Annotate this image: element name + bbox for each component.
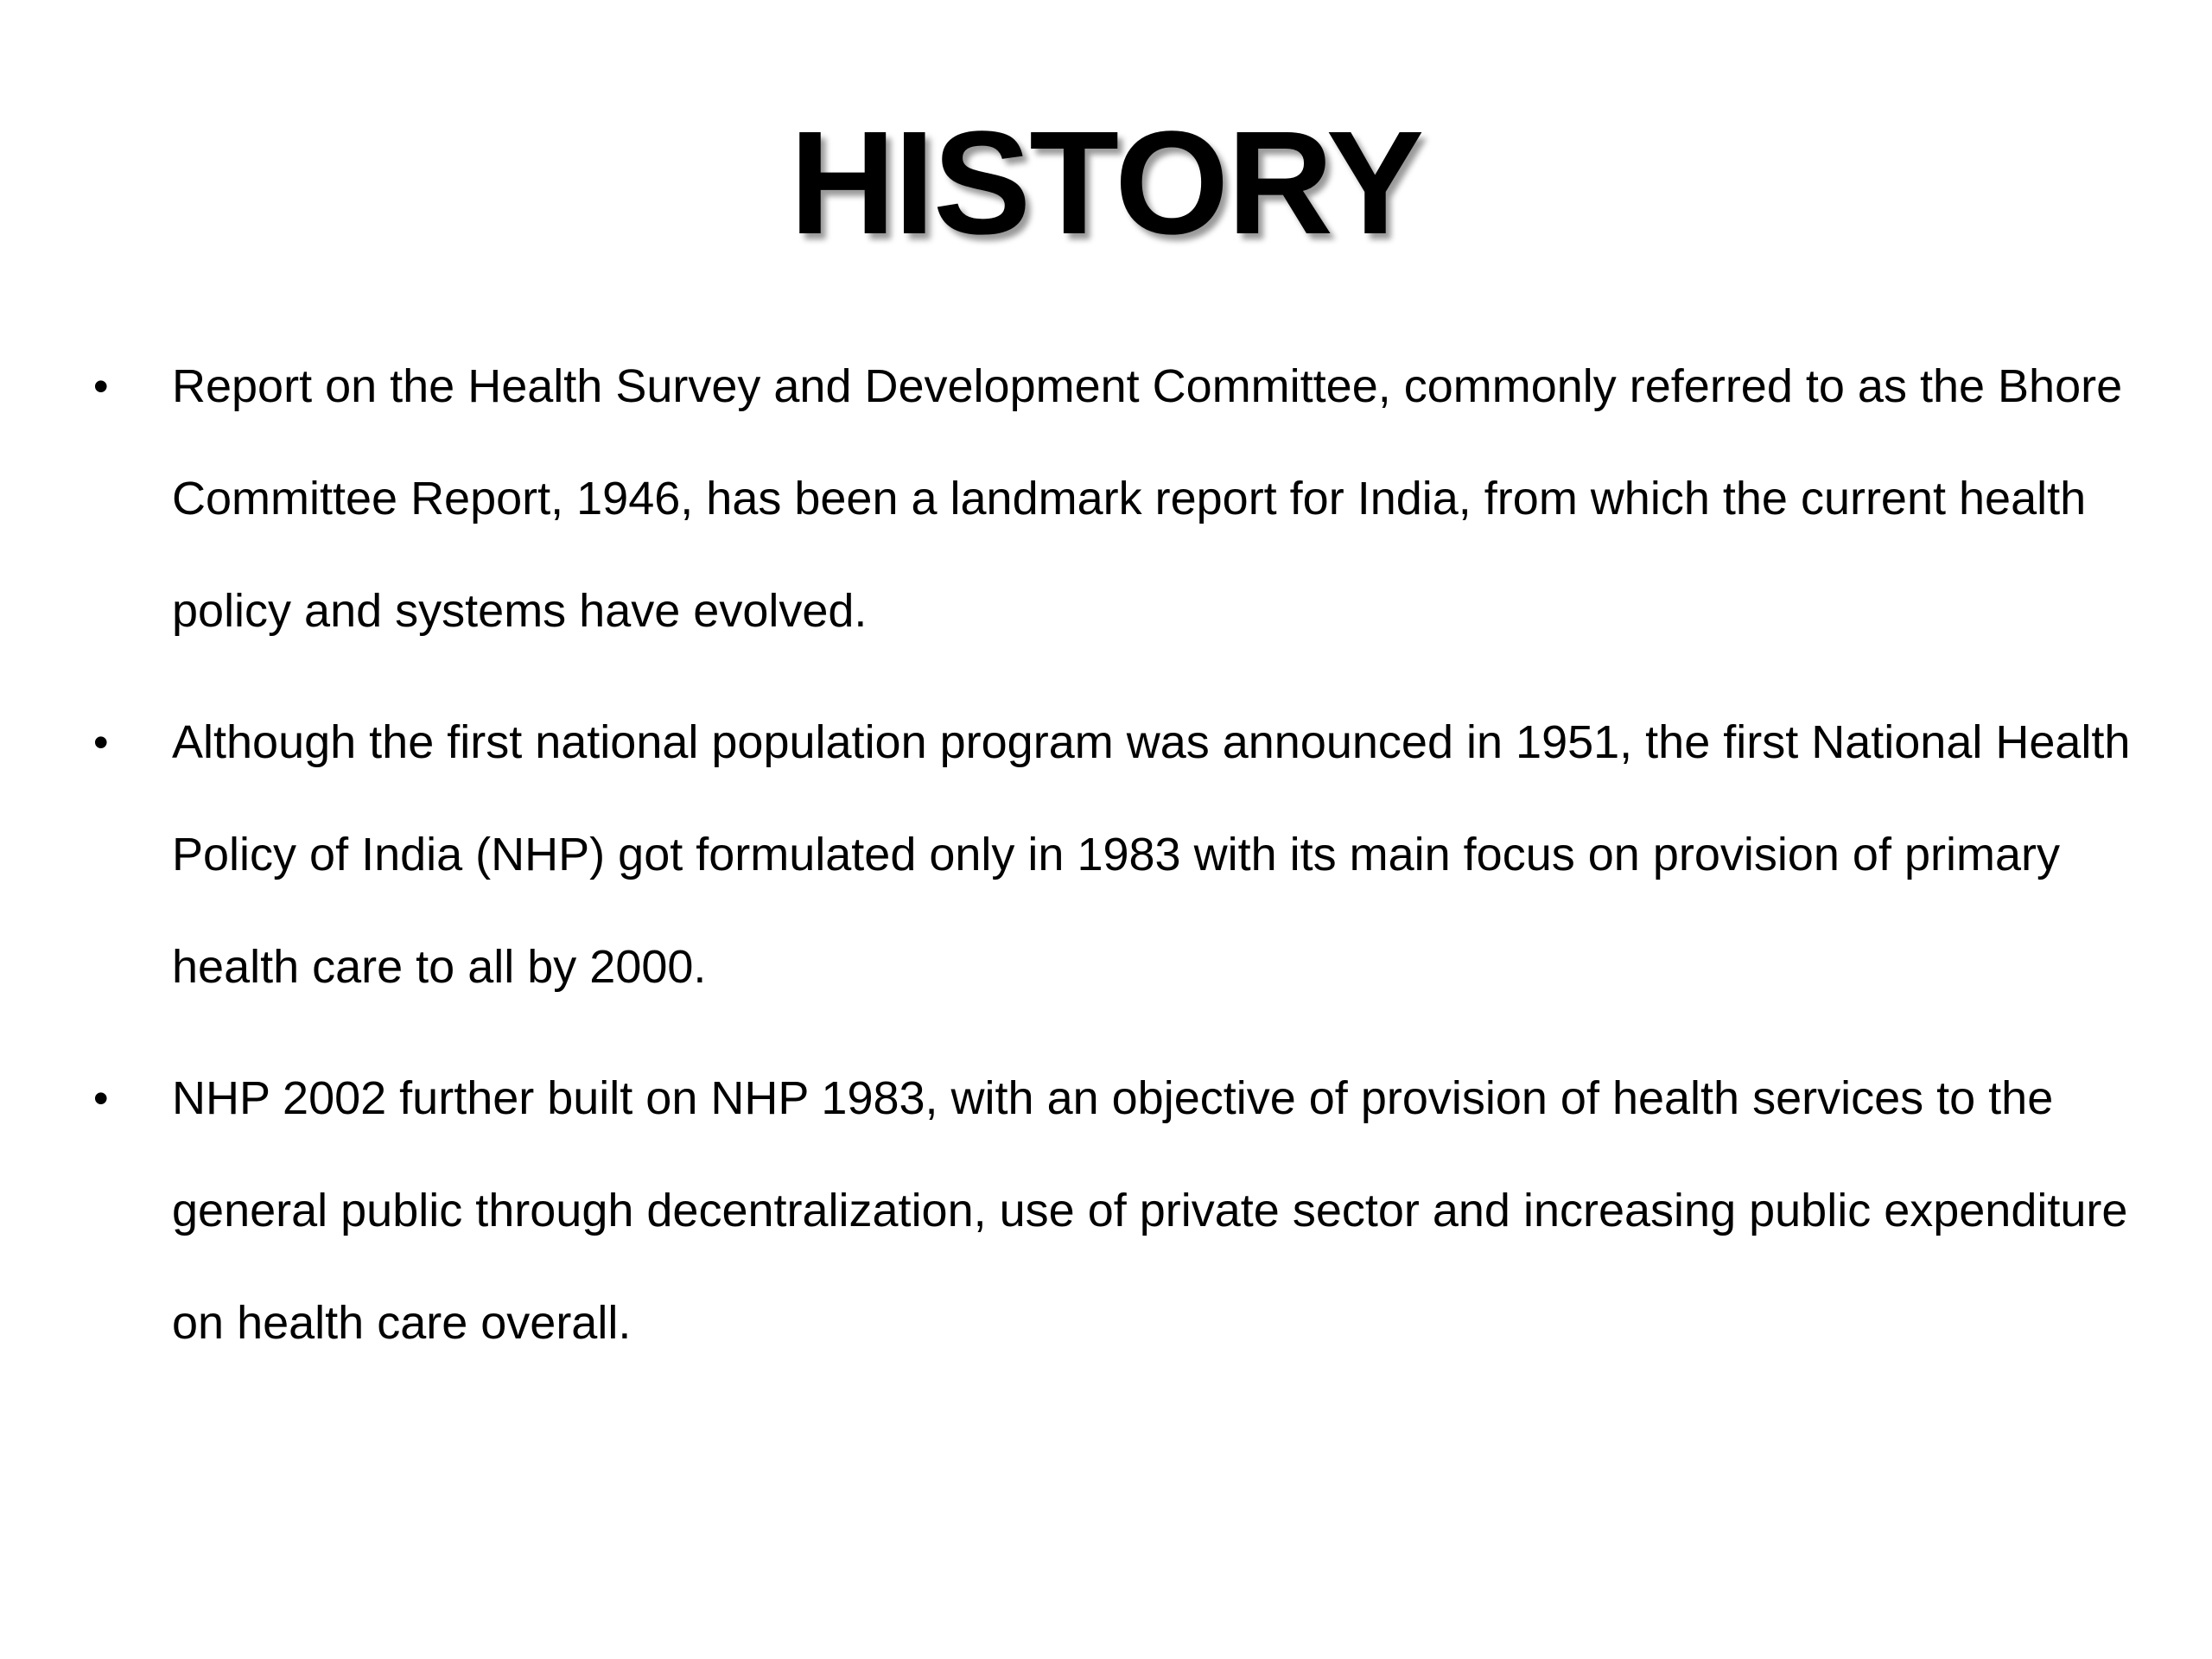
bullet-text: Report on the Health Survey and Development Committee, commonly referred to as the Bhore Committee Report, 1946, has been a landmark report for India, from which the current health policy and systems have evolved. xyxy=(172,360,2123,637)
bullet-list xyxy=(93,330,2167,1379)
bullet-dot-icon: • xyxy=(93,362,109,410)
bullet-item xyxy=(93,1042,2167,1379)
bullet-text: Although the first national population program was announced in 1951, the first National Health Policy of India (NHP) got formulated only in 1983 with its main focus on provision of primary health care to all by 2000. xyxy=(172,716,2131,993)
bullet-dot-icon: • xyxy=(93,718,109,766)
slide-title: HISTORY xyxy=(789,101,1423,265)
bullet-item xyxy=(93,686,2167,1023)
bullet-item xyxy=(93,330,2167,667)
bullet-text: NHP 2002 further built on NHP 1983, with an objective of provision of health services to the general public through decentralization, use of private sector and increasing public expenditure on health care overall. xyxy=(172,1072,2128,1349)
bullet-dot-icon: • xyxy=(93,1074,109,1122)
